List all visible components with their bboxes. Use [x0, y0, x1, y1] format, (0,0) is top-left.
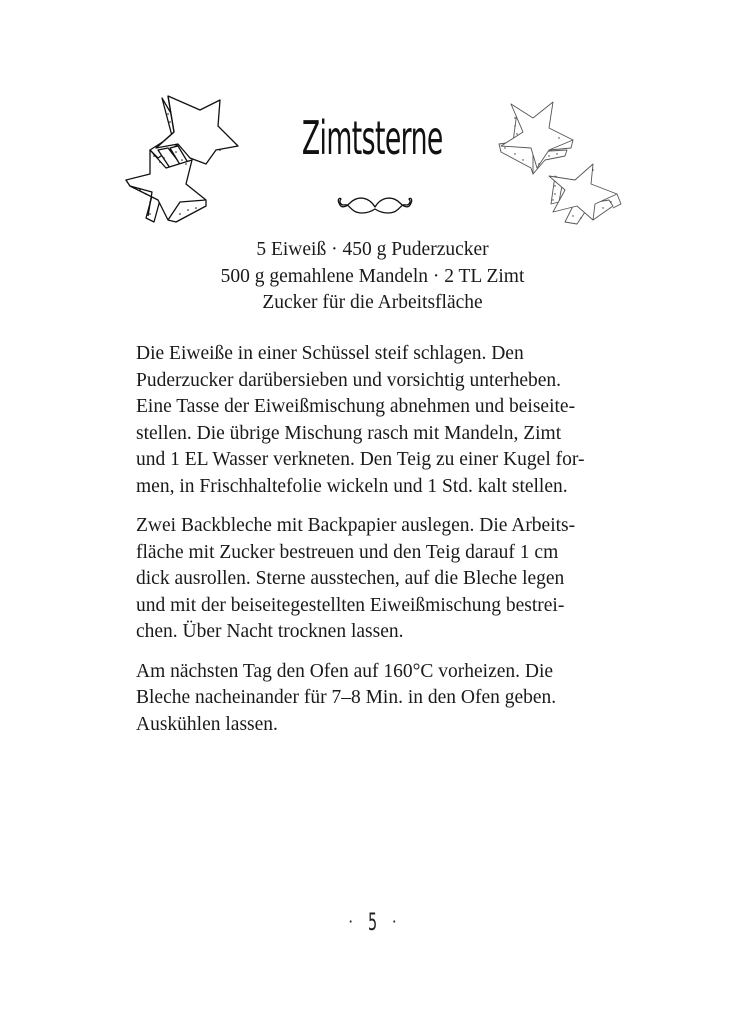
- ingredient-line: 5 Eiweiß · 450 g Puderzucker: [256, 239, 489, 260]
- recipe-title: Zimtsterne: [301, 111, 443, 165]
- page-number-separator: ·: [391, 912, 397, 931]
- text-line: stellen. Die übrige Mischung rasch mit Mandeln, Zimt: [136, 422, 562, 444]
- ingredient-line: 500 g gemahlene Mandeln · 2 TL Zimt: [220, 265, 525, 287]
- text-line: chen. Über Nacht trocknen lassen.: [136, 621, 404, 642]
- text-line: dick ausrollen. Sterne ausstechen, auf die Bleche legen: [136, 568, 565, 589]
- page-number: [0, 908, 745, 936]
- text-line: fläche mit Zucker bestreuen und den Teig darauf 1 cm: [136, 541, 559, 563]
- text-line: Auskühlen lassen.: [136, 713, 278, 735]
- text-line: und 1 EL Wasser verkneten. Den Teig zu einer Kugel for-: [136, 449, 585, 470]
- text-line: Zwei Backbleche mit Backpapier auslegen. Die Arbeits-: [136, 515, 576, 536]
- text-line: Die Eiweiße in einer Schüssel steif schlagen. Den: [136, 343, 524, 364]
- text-line: und mit der beiseitegestellten Eiweißmischung bestrei-: [136, 594, 565, 616]
- star-cookies-right-icon: [493, 94, 628, 226]
- text-line: Eine Tasse der Eiweißmischung abnehmen und beiseite-: [136, 396, 576, 417]
- text-line: Puderzucker darübersieben und vorsichtig unterheben.: [136, 369, 562, 391]
- ingredient-line: Zucker für die Arbeitsfläche: [262, 292, 483, 313]
- text-line: men, in Frischhaltefolie wickeln und 1 Std. kalt stellen.: [136, 475, 568, 497]
- instruction-paragraph-2: [136, 513, 616, 646]
- text-line: Am nächsten Tag den Ofen auf 160°C vorheizen. Die: [136, 660, 554, 682]
- text-line: Bleche nacheinander für 7–8 Min. in den Ofen geben.: [136, 687, 557, 708]
- ingredients-list: [0, 237, 745, 317]
- instruction-paragraph-3: [136, 659, 616, 739]
- page-number-separator: ·: [348, 912, 354, 931]
- instruction-paragraph-1: [136, 341, 616, 500]
- mustache-divider-icon: [336, 193, 414, 215]
- instructions: [136, 341, 616, 751]
- page-number-value: 5: [367, 908, 378, 936]
